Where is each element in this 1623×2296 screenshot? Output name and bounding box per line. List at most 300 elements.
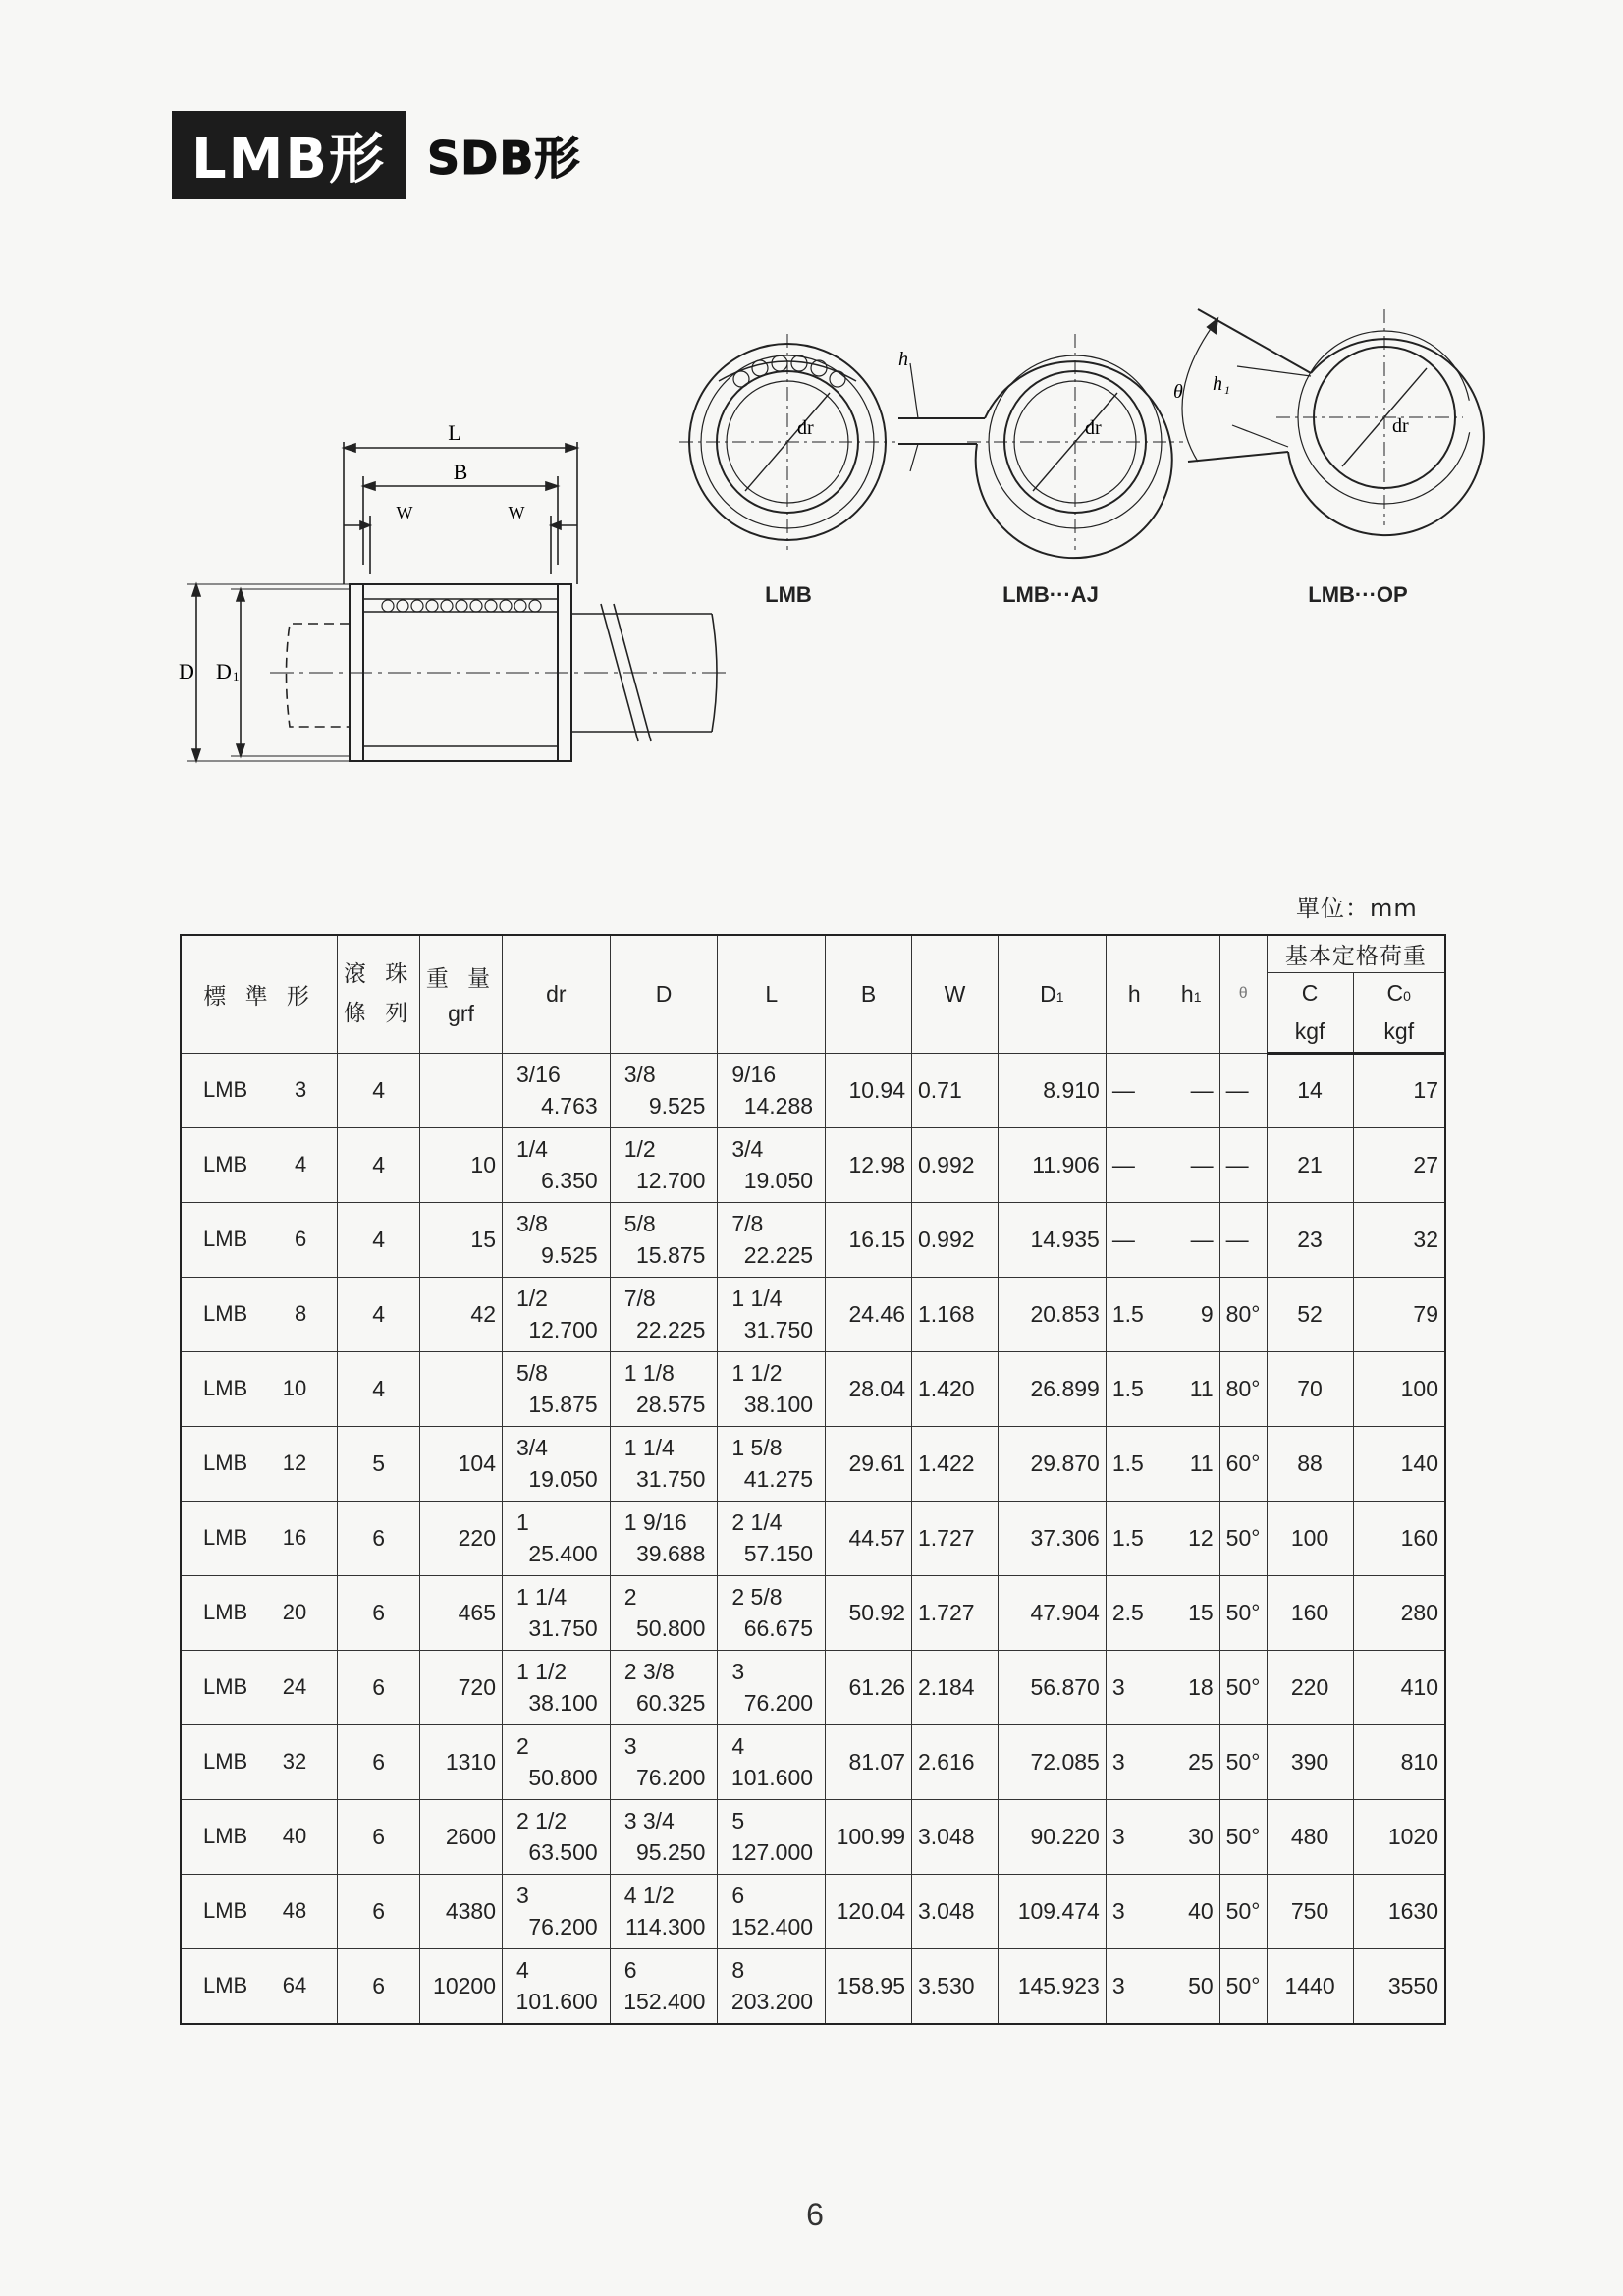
mm-value: 31.750 [743, 1316, 814, 1342]
cell-theta: 50° [1219, 1799, 1267, 1874]
cell-D1: 37.306 [998, 1501, 1106, 1575]
cell-weight: 10 [420, 1127, 503, 1202]
inch-value: 1 1/2 [731, 1359, 783, 1386]
th-h: h [1106, 935, 1163, 1053]
cell-W: 0.71 [912, 1053, 999, 1127]
cell-model [181, 1575, 338, 1650]
cell-theta: 50° [1219, 1874, 1267, 1948]
model-size: 40 [282, 1824, 307, 1848]
cell-h: 3 [1106, 1874, 1163, 1948]
cell-dr [503, 1501, 611, 1575]
cell-W: 1.168 [912, 1277, 999, 1351]
model-prefix: LMB [203, 1152, 248, 1176]
table-row [181, 1426, 1445, 1501]
inch-value: 2 3/8 [623, 1658, 675, 1684]
cell-weight [420, 1351, 503, 1426]
lmb-aj-label: LMB···AJ [1002, 582, 1099, 607]
cell-L [718, 1501, 826, 1575]
cell-D1: 26.899 [998, 1351, 1106, 1426]
cell-rows: 4 [338, 1351, 420, 1426]
cell-B: 81.07 [826, 1724, 912, 1799]
table-row [181, 1501, 1445, 1575]
cell-D1: 90.220 [998, 1799, 1106, 1874]
cell-C0: 79 [1353, 1277, 1445, 1351]
cell-model [181, 1127, 338, 1202]
cell-C: 21 [1267, 1127, 1353, 1202]
mm-value: 60.325 [636, 1689, 706, 1716]
cell-D [610, 1426, 718, 1501]
cell-C0: 140 [1353, 1426, 1445, 1501]
table-row [181, 1351, 1445, 1426]
cell-rows: 6 [338, 1501, 420, 1575]
dim-B: B [453, 460, 468, 484]
dim-W-right: W [508, 503, 525, 522]
cell-L [718, 1948, 826, 2024]
cell-h: 1.5 [1106, 1351, 1163, 1426]
cell-D [610, 1053, 718, 1127]
cell-D1: 109.474 [998, 1874, 1106, 1948]
inch-value: 5/8 [516, 1359, 548, 1386]
th-weight: 重 量 grf [420, 935, 503, 1053]
cell-L [718, 1426, 826, 1501]
model-size: 16 [282, 1525, 307, 1550]
th-B: B [826, 935, 912, 1053]
cell-model [181, 1202, 338, 1277]
cell-weight: 1310 [420, 1724, 503, 1799]
inch-value: 7/8 [623, 1285, 656, 1311]
cell-C: 88 [1267, 1426, 1353, 1501]
cell-rows: 4 [338, 1202, 420, 1277]
th-rows: 滾 珠 條 列 [338, 935, 420, 1053]
op-h1-sub: 1 [1224, 383, 1230, 397]
cell-h1: 18 [1163, 1650, 1219, 1724]
mm-value: 50.800 [528, 1764, 598, 1790]
cell-dr [503, 1724, 611, 1799]
cell-dr [503, 1799, 611, 1874]
model-size: 6 [295, 1227, 307, 1251]
cell-W: 1.420 [912, 1351, 999, 1426]
cell-B: 10.94 [826, 1053, 912, 1127]
model-size: 4 [295, 1152, 307, 1176]
inch-value: 7/8 [731, 1210, 764, 1236]
inch-value: 3 [731, 1658, 745, 1684]
cell-C0: 3550 [1353, 1948, 1445, 2024]
cell-B: 24.46 [826, 1277, 912, 1351]
table-row [181, 1799, 1445, 1874]
model-prefix: LMB [203, 1376, 248, 1400]
inch-value: 9/16 [731, 1061, 777, 1087]
cell-D [610, 1351, 718, 1426]
cell-dr [503, 1277, 611, 1351]
op-h1: h [1213, 373, 1222, 395]
cell-C: 52 [1267, 1277, 1353, 1351]
model-size: 48 [282, 1898, 307, 1923]
cell-W: 1.727 [912, 1501, 999, 1575]
inch-value: 1 1/4 [516, 1583, 568, 1610]
cell-h1: 50 [1163, 1948, 1219, 2024]
lmb-op-cross-section [1159, 300, 1473, 594]
cell-model [181, 1799, 338, 1874]
mm-value: 38.100 [743, 1391, 814, 1417]
mm-value: 50.800 [636, 1614, 706, 1641]
cell-C0: 100 [1353, 1351, 1445, 1426]
mm-value: 66.675 [743, 1614, 814, 1641]
cell-B: 158.95 [826, 1948, 912, 2024]
cell-C: 220 [1267, 1650, 1353, 1724]
table-row [181, 1874, 1445, 1948]
cell-W: 1.422 [912, 1426, 999, 1501]
mm-value: 41.275 [743, 1465, 814, 1492]
table-row [181, 1127, 1445, 1202]
cell-weight: 104 [420, 1426, 503, 1501]
cell-rows: 4 [338, 1127, 420, 1202]
cell-h: 1.5 [1106, 1277, 1163, 1351]
cell-D [610, 1127, 718, 1202]
model-size: 8 [295, 1301, 307, 1326]
table-row [181, 1202, 1445, 1277]
model-size: 24 [282, 1674, 307, 1699]
cell-theta: 80° [1219, 1277, 1267, 1351]
cell-D [610, 1948, 718, 2024]
th-theta: θ [1219, 935, 1267, 1053]
op-dr: dr [1392, 415, 1409, 437]
table-row [181, 1277, 1445, 1351]
aj-dr: dr [1085, 417, 1102, 439]
table-row [181, 1724, 1445, 1799]
cell-D [610, 1799, 718, 1874]
cell-dr [503, 1351, 611, 1426]
cell-rows: 6 [338, 1874, 420, 1948]
cell-dr [503, 1575, 611, 1650]
cell-weight: 4380 [420, 1874, 503, 1948]
cell-h1: 40 [1163, 1874, 1219, 1948]
lmb-dr: dr [797, 417, 814, 439]
cell-W: 2.616 [912, 1724, 999, 1799]
inch-value: 5 [731, 1807, 745, 1833]
cell-h1: 11 [1163, 1426, 1219, 1501]
cell-h1: — [1163, 1127, 1219, 1202]
cell-B: 29.61 [826, 1426, 912, 1501]
cell-h1: — [1163, 1053, 1219, 1127]
th-D1: D1 [998, 935, 1106, 1053]
th-model: 標 準 形 [181, 935, 338, 1053]
dim-D1-sub: 1 [233, 669, 240, 683]
model-prefix: LMB [203, 1600, 248, 1624]
cell-D1: 14.935 [998, 1202, 1106, 1277]
cell-C: 390 [1267, 1724, 1353, 1799]
page-number: 6 [806, 2197, 824, 2232]
cell-D1: 72.085 [998, 1724, 1106, 1799]
model-prefix: LMB [203, 1525, 248, 1550]
cell-B: 120.04 [826, 1874, 912, 1948]
mm-value: 22.225 [636, 1316, 706, 1342]
cell-C: 160 [1267, 1575, 1353, 1650]
mm-value: 76.200 [743, 1689, 814, 1716]
cell-C: 100 [1267, 1501, 1353, 1575]
cell-W: 2.184 [912, 1650, 999, 1724]
inch-value: 8 [731, 1956, 745, 1983]
mm-value: 31.750 [528, 1614, 598, 1641]
cell-C: 480 [1267, 1799, 1353, 1874]
inch-value: 3 [623, 1732, 637, 1759]
cell-L [718, 1650, 826, 1724]
cell-rows: 6 [338, 1650, 420, 1724]
inch-value: 3 3/4 [623, 1807, 675, 1833]
cell-B: 61.26 [826, 1650, 912, 1724]
mm-value: 152.400 [623, 1988, 706, 2014]
inch-value: 3/8 [516, 1210, 548, 1236]
mm-value: 14.288 [743, 1092, 814, 1119]
dim-D: D [179, 659, 194, 683]
mm-value: 31.750 [636, 1465, 706, 1492]
mm-value: 15.875 [636, 1241, 706, 1268]
model-prefix: LMB [203, 1450, 248, 1475]
mm-value: 114.300 [624, 1913, 706, 1940]
model-size: 64 [282, 1973, 307, 1997]
cell-model [181, 1650, 338, 1724]
cell-C0: 17 [1353, 1053, 1445, 1127]
model-size: 3 [295, 1077, 307, 1102]
cell-rows: 6 [338, 1799, 420, 1874]
mm-value: 39.688 [636, 1540, 706, 1566]
cell-rows: 4 [338, 1277, 420, 1351]
cell-theta: — [1219, 1202, 1267, 1277]
spec-table-body [181, 1053, 1445, 2024]
cell-W: 1.727 [912, 1575, 999, 1650]
lmb-aj-cross-section [898, 324, 1193, 579]
cell-weight: 15 [420, 1202, 503, 1277]
th-dr: dr [503, 935, 611, 1053]
aj-h: h [898, 349, 908, 370]
cell-L [718, 1277, 826, 1351]
cell-D [610, 1202, 718, 1277]
cell-dr [503, 1874, 611, 1948]
cell-B: 100.99 [826, 1799, 912, 1874]
cell-rows: 5 [338, 1426, 420, 1501]
mm-value: 76.200 [636, 1764, 706, 1790]
cell-W: 0.992 [912, 1202, 999, 1277]
cell-L [718, 1202, 826, 1277]
inch-value: 2 5/8 [731, 1583, 783, 1610]
cell-h1: 30 [1163, 1799, 1219, 1874]
cell-D1: 145.923 [998, 1948, 1106, 2024]
cell-D1: 8.910 [998, 1053, 1106, 1127]
th-D: D [610, 935, 718, 1053]
table-row [181, 1650, 1445, 1724]
mm-value: 152.400 [730, 1913, 814, 1940]
cell-D1: 29.870 [998, 1426, 1106, 1501]
cell-C0: 27 [1353, 1127, 1445, 1202]
cell-L [718, 1575, 826, 1650]
cell-h1: 9 [1163, 1277, 1219, 1351]
inch-value: 1/2 [516, 1285, 548, 1311]
cell-h: 1.5 [1106, 1501, 1163, 1575]
cell-theta: 50° [1219, 1650, 1267, 1724]
cell-B: 16.15 [826, 1202, 912, 1277]
inch-value: 4 [731, 1732, 745, 1759]
cell-rows: 6 [338, 1724, 420, 1799]
inch-value: 3/4 [516, 1434, 548, 1460]
mm-value: 127.000 [730, 1838, 814, 1865]
mm-value: 12.700 [528, 1316, 598, 1342]
cell-L [718, 1053, 826, 1127]
cell-D [610, 1575, 718, 1650]
model-size: 32 [282, 1749, 307, 1774]
dim-W-left: W [396, 503, 413, 522]
cell-model [181, 1874, 338, 1948]
cell-C0: 160 [1353, 1501, 1445, 1575]
inch-value: 1 [516, 1508, 529, 1535]
model-prefix: LMB [203, 1077, 248, 1102]
cell-B: 50.92 [826, 1575, 912, 1650]
series-title: LMB形 [172, 111, 406, 199]
cell-W: 3.530 [912, 1948, 999, 2024]
inch-value: 6 [731, 1882, 745, 1908]
lmb-label: LMB [765, 582, 812, 607]
inch-value: 2 1/2 [516, 1807, 568, 1833]
inch-value: 3/8 [623, 1061, 656, 1087]
cell-h: 1.5 [1106, 1426, 1163, 1501]
cell-weight: 465 [420, 1575, 503, 1650]
cell-h1: 11 [1163, 1351, 1219, 1426]
cell-dr [503, 1053, 611, 1127]
inch-value: 6 [623, 1956, 637, 1983]
cell-h1: 12 [1163, 1501, 1219, 1575]
th-load-group: 基本定格荷重 [1267, 935, 1445, 972]
op-theta: θ [1173, 381, 1183, 403]
inch-value: 1/4 [516, 1135, 548, 1162]
cell-h: 3 [1106, 1948, 1163, 2024]
cell-theta: — [1219, 1127, 1267, 1202]
inch-value: 4 1/2 [623, 1882, 675, 1908]
dim-D1: D [216, 659, 232, 683]
cell-weight: 2600 [420, 1799, 503, 1874]
model-size: 12 [282, 1450, 307, 1475]
cell-D1: 56.870 [998, 1650, 1106, 1724]
cell-B: 28.04 [826, 1351, 912, 1426]
mm-value: 95.250 [636, 1838, 706, 1865]
cell-C0: 280 [1353, 1575, 1445, 1650]
inch-value: 1 1/4 [623, 1434, 675, 1460]
inch-value: 3/4 [731, 1135, 764, 1162]
th-C0: C0 kgf [1353, 972, 1445, 1053]
cell-D [610, 1874, 718, 1948]
cell-B: 44.57 [826, 1501, 912, 1575]
lmb-cross-section [670, 324, 905, 560]
model-prefix: LMB [203, 1674, 248, 1699]
cell-D [610, 1277, 718, 1351]
mm-value: 25.400 [528, 1540, 598, 1566]
inch-value: 1 5/8 [731, 1434, 783, 1460]
cell-C0: 410 [1353, 1650, 1445, 1724]
inch-value: 2 1/4 [731, 1508, 783, 1535]
cell-C0: 1020 [1353, 1799, 1445, 1874]
inch-value: 2 [623, 1583, 637, 1610]
cell-theta: 60° [1219, 1426, 1267, 1501]
mm-value: 101.600 [730, 1764, 814, 1790]
cell-D1: 47.904 [998, 1575, 1106, 1650]
cell-weight: 720 [420, 1650, 503, 1724]
spec-table [180, 934, 1446, 2025]
cell-h1: 25 [1163, 1724, 1219, 1799]
inch-value: 4 [516, 1956, 529, 1983]
cell-L [718, 1874, 826, 1948]
cell-C0: 1630 [1353, 1874, 1445, 1948]
mm-value: 101.600 [515, 1988, 598, 2014]
cell-weight [420, 1053, 503, 1127]
cell-C: 750 [1267, 1874, 1353, 1948]
cell-L [718, 1799, 826, 1874]
table-row [181, 1053, 1445, 1127]
cell-C0: 810 [1353, 1724, 1445, 1799]
cell-model [181, 1277, 338, 1351]
cell-D [610, 1501, 718, 1575]
model-prefix: LMB [203, 1824, 248, 1848]
cell-h1: — [1163, 1202, 1219, 1277]
inch-value: 1/2 [623, 1135, 656, 1162]
cell-weight: 220 [420, 1501, 503, 1575]
unit-label: 單位：mm [1296, 895, 1418, 922]
inch-value: 1 1/8 [623, 1359, 675, 1386]
mm-value: 6.350 [541, 1167, 598, 1193]
cell-h: 3 [1106, 1724, 1163, 1799]
cell-C: 1440 [1267, 1948, 1353, 2024]
model-prefix: LMB [203, 1227, 248, 1251]
cell-dr [503, 1948, 611, 2024]
mm-value: 76.200 [528, 1913, 598, 1940]
model-size: 20 [282, 1600, 307, 1624]
model-prefix: LMB [203, 1301, 248, 1326]
series-subtitle: SDB形 [427, 132, 581, 185]
mm-value: 57.150 [743, 1540, 814, 1566]
cell-C: 23 [1267, 1202, 1353, 1277]
inch-value: 1 1/2 [516, 1658, 568, 1684]
mm-value: 203.200 [730, 1988, 814, 2014]
inch-value: 2 [516, 1732, 529, 1759]
table-row [181, 1575, 1445, 1650]
mm-value: 19.050 [743, 1167, 814, 1193]
cell-theta: 50° [1219, 1948, 1267, 2024]
cell-theta: 80° [1219, 1351, 1267, 1426]
cell-D [610, 1650, 718, 1724]
cell-W: 3.048 [912, 1799, 999, 1874]
cell-dr [503, 1426, 611, 1501]
cell-W: 0.992 [912, 1127, 999, 1202]
cell-C: 14 [1267, 1053, 1353, 1127]
cell-model [181, 1724, 338, 1799]
cell-h: — [1106, 1202, 1163, 1277]
th-W: W [912, 935, 999, 1053]
cell-weight: 10200 [420, 1948, 503, 2024]
cell-B: 12.98 [826, 1127, 912, 1202]
mm-value: 22.225 [743, 1241, 814, 1268]
th-h1: h1 [1163, 935, 1219, 1053]
dim-L: L [448, 420, 461, 445]
mm-value: 9.525 [648, 1092, 706, 1119]
inch-value: 3 [516, 1882, 529, 1908]
cell-model [181, 1948, 338, 2024]
mm-value: 9.525 [541, 1241, 598, 1268]
cell-theta: 50° [1219, 1501, 1267, 1575]
inch-value: 1 1/4 [731, 1285, 783, 1311]
cell-dr [503, 1202, 611, 1277]
cell-theta: 50° [1219, 1724, 1267, 1799]
cell-h: 2.5 [1106, 1575, 1163, 1650]
cell-h1: 15 [1163, 1575, 1219, 1650]
mm-value: 12.700 [636, 1167, 706, 1193]
cell-D1: 20.853 [998, 1277, 1106, 1351]
cell-h: 3 [1106, 1799, 1163, 1874]
